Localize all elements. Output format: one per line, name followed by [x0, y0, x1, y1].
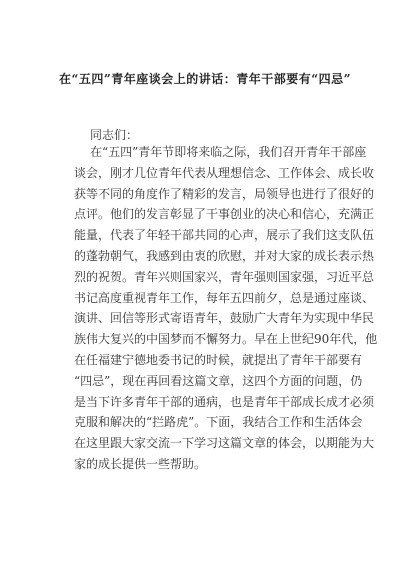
body-line: 获等不同的角度作了精彩的发言，局领导也进行了很好的 [74, 186, 375, 201]
document-title: 在“五四”青年座谈会上的讲话：青年干部要有“四忌” [58, 72, 352, 86]
body-line: “四忌”，现在再回看这篇文章，这四个方面的问题，仍 [74, 373, 363, 388]
body-line: 是当下许多青年干部的通病，也是青年干部成长成才必须 [74, 394, 375, 409]
salutation: 同志们： [90, 128, 139, 142]
body-line: 族伟大复兴的中国梦而不懈努力。早在上世纪90年代，他 [74, 332, 378, 347]
speech-body [74, 142, 378, 475]
body-line: 演讲、回信等形式寄语青年，鼓励广大青年为实现中华民 [74, 311, 375, 326]
body-line: 家的成长提供一些帮助。 [74, 456, 207, 471]
body-line: 的蓬勃朝气，我感到由衷的欣慰，并对大家的成长表示热 [74, 248, 375, 263]
body-line: 克服和解决的“拦路虎”。下面，我结合工作和生活体会 [74, 415, 363, 430]
body-line: 在“五四”青年节即将来临之际，我们召开青年干部座 [90, 145, 367, 159]
body-line: 书记高度重视青年工作，每年五四前夕，总是通过座谈、 [74, 290, 375, 305]
body-line: 点评。他们的发言彰显了干事创业的决心和信心，充满正 [74, 207, 375, 222]
body-line: 能量，代表了年轻干部共同的心声，展示了我们这支队伍 [74, 228, 375, 243]
body-line: 在任福建宁德地委书记的时候，就提出了青年干部要有 [74, 352, 363, 367]
body-line: 在这里跟大家交流一下学习这篇文章的体会，以期能为大 [74, 436, 375, 451]
body-line: 烈的祝贺。青年兴则国家兴，青年强则国家强，习近平总 [74, 269, 375, 284]
body-line: 谈会，刚才几位青年代表从理想信念、工作体会、成长收 [74, 165, 375, 180]
